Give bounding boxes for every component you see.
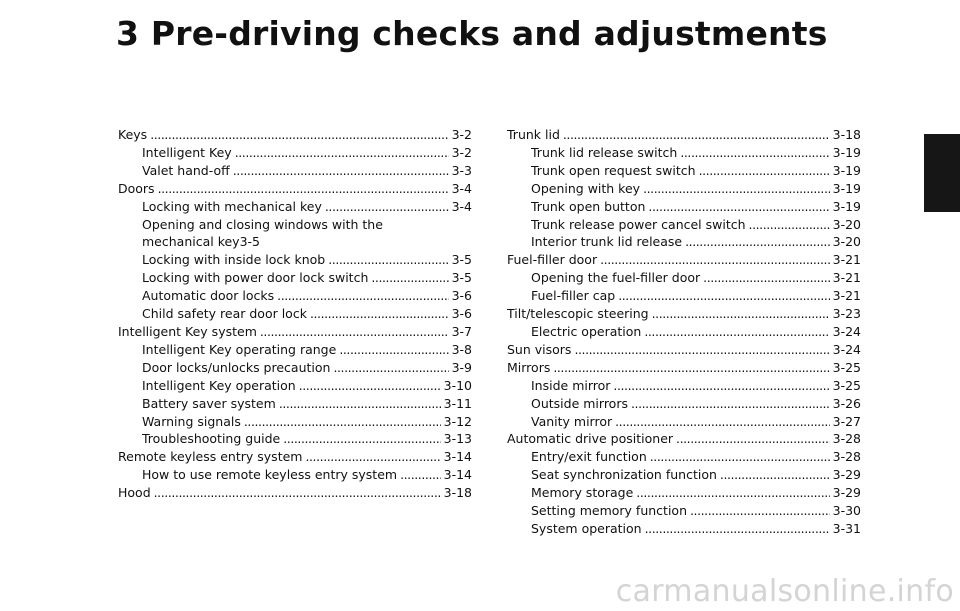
toc-entry[interactable] — [507, 269, 861, 287]
toc-entry-label: Sun visors — [507, 341, 572, 357]
toc-entry-page: 3-2 — [451, 127, 472, 142]
toc-entry-label: How to use remote keyless entry system — [142, 467, 398, 483]
toc-entry-label: mechanical key — [142, 234, 240, 250]
toc-leader-dots — [600, 251, 830, 269]
toc-entry-page: 3-24 — [832, 341, 861, 357]
toc-leader-dots — [645, 520, 830, 538]
toc-entry-page: 3-12 — [443, 413, 472, 429]
toc-leader-dots — [235, 144, 449, 162]
toc-entry-page: 3-5 — [239, 234, 260, 250]
toc-leader-dots — [720, 466, 830, 484]
toc-entry-page: 3-31 — [832, 520, 861, 536]
toc-entry-label: Interior trunk lid release — [531, 234, 683, 250]
toc-entry[interactable] — [507, 287, 861, 305]
toc-entry[interactable] — [507, 162, 861, 180]
toc-entry-label: Valet hand-off — [142, 162, 230, 178]
toc-entry[interactable] — [118, 341, 472, 359]
toc-entry-page: 3-11 — [443, 395, 472, 411]
toc-entry-page: 3-19 — [832, 198, 861, 214]
toc-leader-dots — [613, 377, 829, 395]
toc-entry[interactable] — [118, 162, 472, 180]
toc-leader-dots — [648, 198, 829, 216]
toc-leader-dots — [339, 341, 448, 359]
toc-entry[interactable] — [507, 126, 861, 144]
toc-entry[interactable] — [507, 251, 861, 269]
toc-entry-label: Hood — [118, 485, 151, 501]
toc-entry[interactable] — [507, 395, 861, 413]
toc-leader-dots — [310, 305, 449, 323]
toc-leader-dots — [154, 484, 441, 502]
toc-entry[interactable] — [118, 413, 472, 431]
toc-entry-page: 3-6 — [451, 288, 472, 304]
toc-entry-label: Intelligent Key system — [118, 323, 257, 339]
toc-leader-dots — [279, 395, 441, 413]
toc-entry[interactable] — [118, 448, 472, 466]
toc-leader-dots — [631, 395, 830, 413]
toc-entry[interactable] — [507, 180, 861, 198]
toc-leader-dots — [615, 413, 829, 431]
toc-entry[interactable] — [507, 233, 861, 251]
toc-entry-label: Opening the fuel-filler door — [531, 270, 701, 286]
toc-leader-dots — [636, 484, 829, 502]
toc-entry[interactable] — [507, 520, 861, 538]
toc-leader-dots — [699, 162, 830, 180]
toc-entry-label: Fuel-filler door — [507, 252, 598, 268]
toc-leader-dots — [643, 180, 830, 198]
toc-entry-page: 3-19 — [832, 162, 861, 178]
toc-entry-label: Vanity mirror — [531, 413, 613, 429]
toc-entry-label: Troubleshooting guide — [142, 431, 281, 447]
toc-entry[interactable] — [507, 359, 861, 377]
toc-entry[interactable] — [118, 144, 472, 162]
toc-entry[interactable] — [118, 198, 472, 216]
toc-entry[interactable] — [507, 377, 861, 395]
toc-entry-label: Automatic drive positioner — [507, 431, 674, 447]
toc-leader-dots — [652, 305, 830, 323]
toc-entry[interactable] — [118, 305, 472, 323]
toc-leader-dots — [618, 287, 829, 305]
toc-leader-dots — [305, 448, 440, 466]
toc-entry[interactable] — [507, 466, 861, 484]
toc-entry[interactable] — [118, 180, 472, 198]
toc-entry-page: 3-20 — [832, 216, 861, 232]
toc-entry[interactable] — [507, 305, 861, 323]
toc-leader-dots — [680, 144, 829, 162]
toc-entry-page: 3-28 — [832, 431, 861, 447]
toc-entry[interactable] — [507, 323, 861, 341]
toc-entry-line — [142, 233, 472, 251]
toc-entry-page: 3-8 — [451, 341, 472, 357]
toc-entry-page: 3-21 — [832, 252, 861, 268]
toc-leader-dots — [676, 430, 830, 448]
toc-leader-dots — [749, 216, 830, 234]
toc-entry[interactable] — [118, 359, 472, 377]
toc-entry-label: Entry/exit function — [531, 449, 647, 465]
toc-entry-label: Trunk release power cancel switch — [531, 216, 746, 232]
toc-entry[interactable] — [507, 502, 861, 520]
toc-entry-page: 3-4 — [451, 180, 472, 196]
toc-entry[interactable] — [118, 377, 472, 395]
toc-entry-page: 3-30 — [832, 503, 861, 519]
toc-entry-label: Keys — [118, 127, 148, 142]
toc-entry-page: 3-18 — [443, 485, 472, 501]
toc-entry-label: Child safety rear door lock — [142, 306, 307, 322]
toc-entry-label: Electric operation — [531, 323, 642, 339]
toc-entry-label: Memory storage — [531, 485, 634, 501]
toc-entry-page: 3-26 — [832, 395, 861, 411]
toc-entry-page: 3-7 — [451, 323, 472, 339]
toc-entry[interactable] — [507, 413, 861, 431]
toc-leader-dots — [563, 126, 830, 144]
watermark: carmanualsonline.info — [615, 574, 954, 609]
toc-leader-dots — [328, 251, 448, 269]
toc-entry-label: Automatic door locks — [142, 288, 275, 304]
toc-entry[interactable] — [507, 448, 861, 466]
toc-leader-dots — [371, 269, 448, 287]
toc-entry-page: 3-6 — [451, 306, 472, 322]
toc-entry-page: 3-10 — [443, 377, 472, 393]
toc-entry-page: 3-23 — [832, 306, 861, 322]
toc-entry-page: 3-25 — [832, 359, 861, 375]
toc-leader-dots — [644, 323, 829, 341]
toc-entry-page: 3-24 — [832, 323, 861, 339]
toc-entry-label: Locking with inside lock knob — [142, 252, 326, 268]
toc-entry-label: Intelligent Key — [142, 144, 232, 160]
toc-entry-page: 3-21 — [832, 288, 861, 304]
toc-entry-label: System operation — [531, 520, 642, 536]
toc-entry-label: Battery saver system — [142, 395, 276, 411]
toc-entry-page: 3-25 — [832, 377, 861, 393]
toc-leader-dots — [283, 430, 440, 448]
toc-entry-page: 3-5 — [451, 270, 472, 286]
toc-entry-page: 3-4 — [451, 198, 472, 214]
toc-entry[interactable] — [118, 216, 472, 252]
toc-entry-label: Outside mirrors — [531, 395, 628, 411]
toc-entry-page: 3-13 — [443, 431, 472, 447]
toc-entry-label: Tilt/telescopic steering — [507, 306, 649, 322]
toc-entry[interactable] — [118, 395, 472, 413]
toc-entry[interactable] — [507, 430, 861, 448]
toc-entry[interactable] — [507, 216, 861, 234]
toc-entry-label: Intelligent Key operating range — [142, 341, 337, 357]
toc-entry-page: 3-9 — [451, 359, 472, 375]
toc-entry-page: 3-5 — [451, 252, 472, 268]
toc-entry[interactable] — [118, 466, 472, 484]
toc-entry-page: 3-3 — [451, 162, 472, 178]
toc-entry-label: Warning signals — [142, 413, 241, 429]
toc-entry[interactable] — [118, 430, 472, 448]
toc-leader-dots — [690, 502, 830, 520]
toc-entry-page: 3-21 — [832, 270, 861, 286]
toc-entry[interactable] — [507, 341, 861, 359]
toc-leader-dots — [703, 269, 829, 287]
toc-entry-page: 3-20 — [832, 234, 861, 250]
toc-leader-dots — [233, 162, 449, 180]
toc-entry-page: 3-29 — [832, 467, 861, 483]
toc-entry-label: Seat synchronization function — [531, 467, 717, 483]
toc-leader-dots — [244, 413, 441, 431]
toc-entry-page: 3-14 — [443, 449, 472, 465]
toc-leader-dots — [650, 448, 830, 466]
toc-leader-dots — [685, 233, 830, 251]
toc-entry-page: 3-14 — [443, 467, 472, 483]
toc-entry-page: 3-19 — [832, 144, 861, 160]
toc-leader-dots — [574, 341, 829, 359]
toc-entry-page: 3-18 — [832, 127, 861, 142]
toc-entry-label: Trunk lid release switch — [531, 144, 678, 160]
toc-entry-label: Setting memory function — [531, 503, 687, 519]
toc-entry-label: Fuel-filler cap — [531, 288, 616, 304]
toc-leader-dots — [333, 359, 448, 377]
toc-right-column — [507, 126, 861, 538]
toc-entry[interactable] — [118, 269, 472, 287]
toc-entry-label: Doors — [118, 180, 155, 196]
toc-leader-dots — [158, 180, 449, 198]
toc-entry-page: 3-19 — [832, 180, 861, 196]
toc-entry-label: Inside mirror — [531, 377, 611, 393]
toc-entry[interactable] — [507, 198, 861, 216]
toc-entry-label: Opening with key — [531, 180, 641, 196]
toc-entry[interactable] — [118, 126, 472, 144]
toc-leader-dots — [277, 287, 448, 305]
toc-leader-dots — [553, 359, 829, 377]
toc-entry-label: Intelligent Key operation — [142, 377, 296, 393]
toc-entry-label: Door locks/unlocks precaution — [142, 359, 331, 375]
toc-entry[interactable] — [507, 144, 861, 162]
toc-leader-dots — [150, 126, 448, 144]
toc-leader-dots — [400, 466, 441, 484]
toc-entry-label: Trunk open button — [531, 198, 646, 214]
toc-left-column — [118, 126, 472, 502]
toc-entry-label: Mirrors — [507, 359, 551, 375]
toc-entry-label: Locking with power door lock switch — [142, 270, 369, 286]
toc-entry-page: 3-27 — [832, 413, 861, 429]
toc-entry[interactable] — [118, 323, 472, 341]
chapter-tab-marker — [924, 134, 960, 212]
toc-entry[interactable] — [118, 484, 472, 502]
toc-entry-page: 3-29 — [832, 485, 861, 501]
toc-entry-label: Remote keyless entry system — [118, 449, 303, 465]
toc-entry[interactable] — [118, 251, 472, 269]
toc-leader-dots — [299, 377, 441, 395]
toc-entry-label: Opening and closing windows with the — [142, 216, 383, 232]
toc-leader-dots — [260, 323, 449, 341]
toc-entry-page: 3-2 — [451, 144, 472, 160]
toc-entry-label: Trunk lid — [507, 127, 560, 142]
toc-leader-dots — [325, 198, 449, 216]
toc-entry-label: Trunk open request switch — [531, 162, 696, 178]
toc-entry[interactable] — [507, 484, 861, 502]
toc-entry-page: 3-28 — [832, 449, 861, 465]
chapter-title: 3 Pre-driving checks and adjustments — [116, 14, 828, 53]
toc-entry-label: Locking with mechanical key — [142, 198, 322, 214]
toc-entry[interactable] — [118, 287, 472, 305]
